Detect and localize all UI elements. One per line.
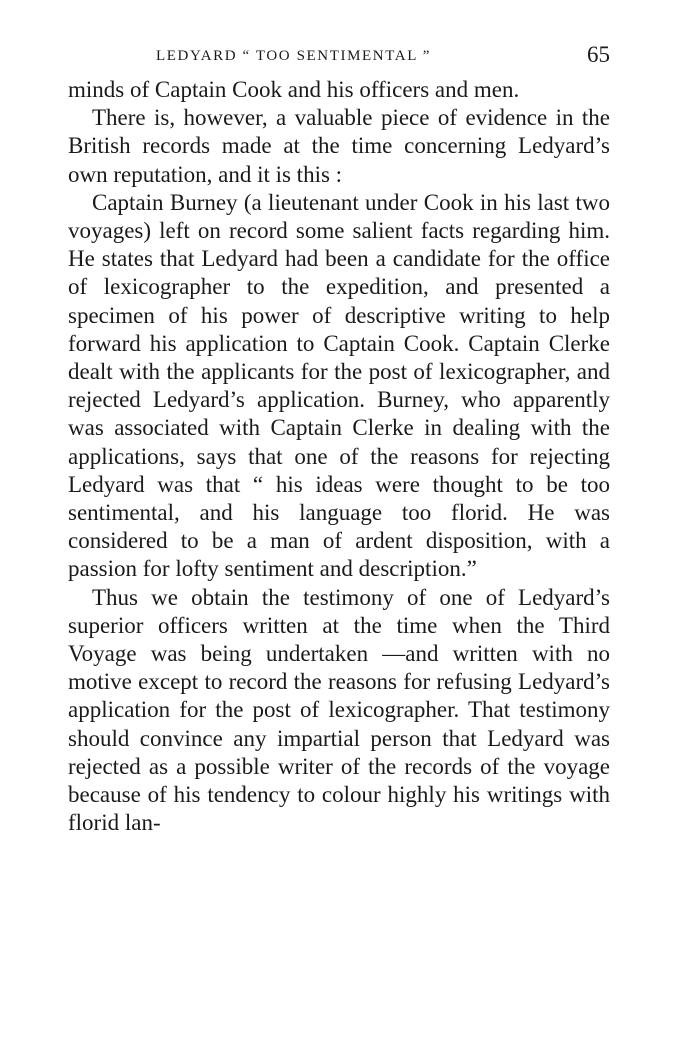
- running-head: [68, 40, 610, 72]
- page-number: 65: [587, 42, 610, 67]
- paragraph-4: Thus we obtain the testimony of one of Ledyard’s superior officers written at the time when the Third Voyage was being undertaken —and written with no motive except to record the reasons for refusing Ledyard’s application for the post of lexicographer. That testimony should convince any impartial person that Ledyard was rejected as a possible writer of the records of the voyage because of his tendency to colour highly his writings with florid lan-: [68, 584, 610, 836]
- running-title: LEDYARD “ TOO SENTIMENTAL ”: [156, 48, 432, 64]
- paragraph-2: There is, however, a valuable piece of evidence in the British records made at the time concerning Ledyard’s own reputation, and it is this :: [68, 105, 610, 187]
- paragraph-1: minds of Captain Cook and his officers and men.: [68, 77, 520, 102]
- book-page: [68, 40, 610, 837]
- body-text: [68, 76, 610, 837]
- paragraph-3: Captain Burney (a lieutenant under Cook in his last two voyages) left on record some salient facts regarding him. He states that Ledyard had been a candidate for the office of lexicographer to the expedition, and presented a specimen of his power of descriptive writing to help forward his application to Captain Cook. Captain Clerke dealt with the applicants for the post of lexicographer, and rejected Ledyard’s application. Burney, who apparently was associated with Captain Clerke in dealing with the applications, says that one of the reasons for rejecting Ledyard was that “ his ideas were thought to be too sentimental, and his language too florid. He was considered to be a man of ardent disposition, with a passion for lofty sentiment and description.”: [68, 189, 610, 582]
